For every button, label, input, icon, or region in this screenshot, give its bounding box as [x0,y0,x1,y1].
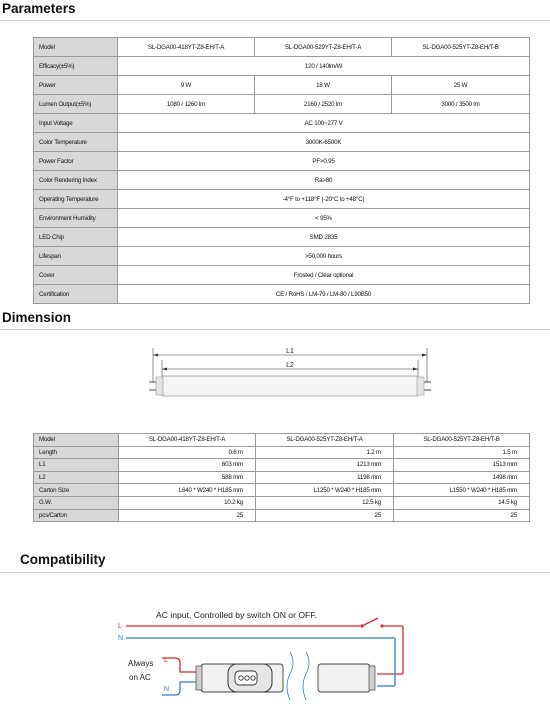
row-label: Carton Size [34,484,119,497]
parameters-heading: Parameters [2,1,76,16]
row-label: Power [34,76,118,95]
table-cell: SL-DGA00-529YT-Z8-EH/T-A [255,38,392,57]
table-cell: 120 / 140lm/W [118,57,530,76]
row-label: Model [34,434,119,447]
row-label: Efficacy(±5%) [34,57,118,76]
table-cell: SL-DGA00-525YT-Z8-EH/T-A [256,434,394,447]
dimension-table [33,433,530,522]
table-cell: L640 * W240 * H185 mm [119,484,256,497]
table-cell: 1498 mm [394,471,530,484]
table-row [34,285,530,304]
wiring-l2-label: L [164,657,168,664]
table-cell: AC 100~277 V [118,114,530,133]
table-row [34,171,530,190]
table-row [34,471,530,484]
row-label: Cover [34,266,118,285]
table-row [34,76,530,95]
table-cell: 18 W [255,76,392,95]
dimension-heading: Dimension [2,310,72,325]
table-row [34,38,530,57]
table-row [34,266,530,285]
table-row [34,152,530,171]
table-cell: 25 [256,509,394,522]
table-cell: 1198 mm [256,471,394,484]
table-cell: L1550 * W240 * H185 mm [394,484,530,497]
table-cell: 1513 mm [394,459,530,472]
table-cell: 3000 / 3500 lm [392,95,530,114]
l2-label: L2 [286,362,294,369]
wiring-n2-label: N [164,686,170,693]
row-label: Lifespan [34,247,118,266]
switch-lever [362,618,378,626]
row-label: Color Temperature [34,133,118,152]
row-label: L1 [34,459,119,472]
table-cell: < 95% [118,209,530,228]
compatibility-heading: Compatibility [20,552,106,567]
l1-label: L1 [286,348,294,355]
table-cell: 25 [394,509,530,522]
row-label: G.W. [34,496,119,509]
table-cell: 603 mm [119,459,256,472]
always-label: Always [128,659,154,668]
table-cell: 12.5 kg [256,496,394,509]
parameters-table [33,37,530,304]
row-label: Length [34,446,119,459]
wiring-l-label: L [118,623,122,630]
tube-body [162,376,418,396]
table-cell: 25 [119,509,256,522]
row-label: Operating Temperature [34,190,118,209]
table-cell: PF>0.95 [118,152,530,171]
table-cell: SL-DGA00-418YT-Z8-EH/T-A [118,38,255,57]
dimension-underline [0,329,550,330]
table-cell: 1.2 m [256,446,394,459]
table-cell: SL-DGA00-525YT-Z8-EH/T-B [394,434,530,447]
table-cell: 14.5 kg [394,496,530,509]
table-cell: L1250 * W240 * H185 mm [256,484,394,497]
wiring-n-label: N [118,635,124,642]
table-cell: >50,000 hours [118,247,530,266]
table-row [34,509,530,522]
table-cell: 25 W [392,76,530,95]
row-label: Color Rendering Index [34,171,118,190]
row-label: pcs/Carton [34,509,119,522]
row-label: Power Factor [34,152,118,171]
table-cell: SL-DGA00-418YT-Z8-EH/T-A [119,434,256,447]
table-cell: 3000K-6500K [118,133,530,152]
table-cell: 2160 / 2520 lm [255,95,392,114]
row-label: L2 [34,471,119,484]
table-row [34,496,530,509]
compat-tube-right [318,664,370,692]
table-row [34,57,530,76]
compatibility-underline [0,572,550,573]
table-cell: CE / RoHS / LM-79 / LM-80 / L90B50 [118,285,530,304]
table-cell: -4°F to +118°F (-20°C to +48°C) [118,190,530,209]
row-label: LED Chip [34,228,118,247]
table-cell: SL-DGA00-525YT-Z8-EH/T-B [392,38,530,57]
tube-dimension-diagram [140,340,440,408]
on-ac-label: on AC [129,673,151,682]
table-row [34,446,530,459]
table-row [34,95,530,114]
table-cell: 0.6 m [119,446,256,459]
table-cell: Ra>80 [118,171,530,190]
table-row [34,133,530,152]
row-label: Model [34,38,118,57]
table-row [34,459,530,472]
table-cell: 1.5 m [394,446,530,459]
table-cell: SMD 2835 [118,228,530,247]
row-label: Input Voltage [34,114,118,133]
table-row [34,484,530,497]
table-row [34,209,530,228]
wiring-diagram [0,600,550,704]
table-cell: 1213 mm [256,459,394,472]
table-row [34,247,530,266]
table-row [34,114,530,133]
row-label: Environment Humidity [34,209,118,228]
table-cell: 1080 / 1260 lm [118,95,255,114]
table-row [34,228,530,247]
row-label: Certification [34,285,118,304]
row-label: Lumen Output(±5%) [34,95,118,114]
table-row [34,190,530,209]
table-cell: 588 mm [119,471,256,484]
wiring-caption: AC input, Controlled by switch ON or OFF. [156,610,317,620]
parameters-underline [0,20,550,21]
table-cell: 10.2 kg [119,496,256,509]
table-row [34,434,530,447]
table-cell: Frosted / Clear optional [118,266,530,285]
table-cell: 9 W [118,76,255,95]
